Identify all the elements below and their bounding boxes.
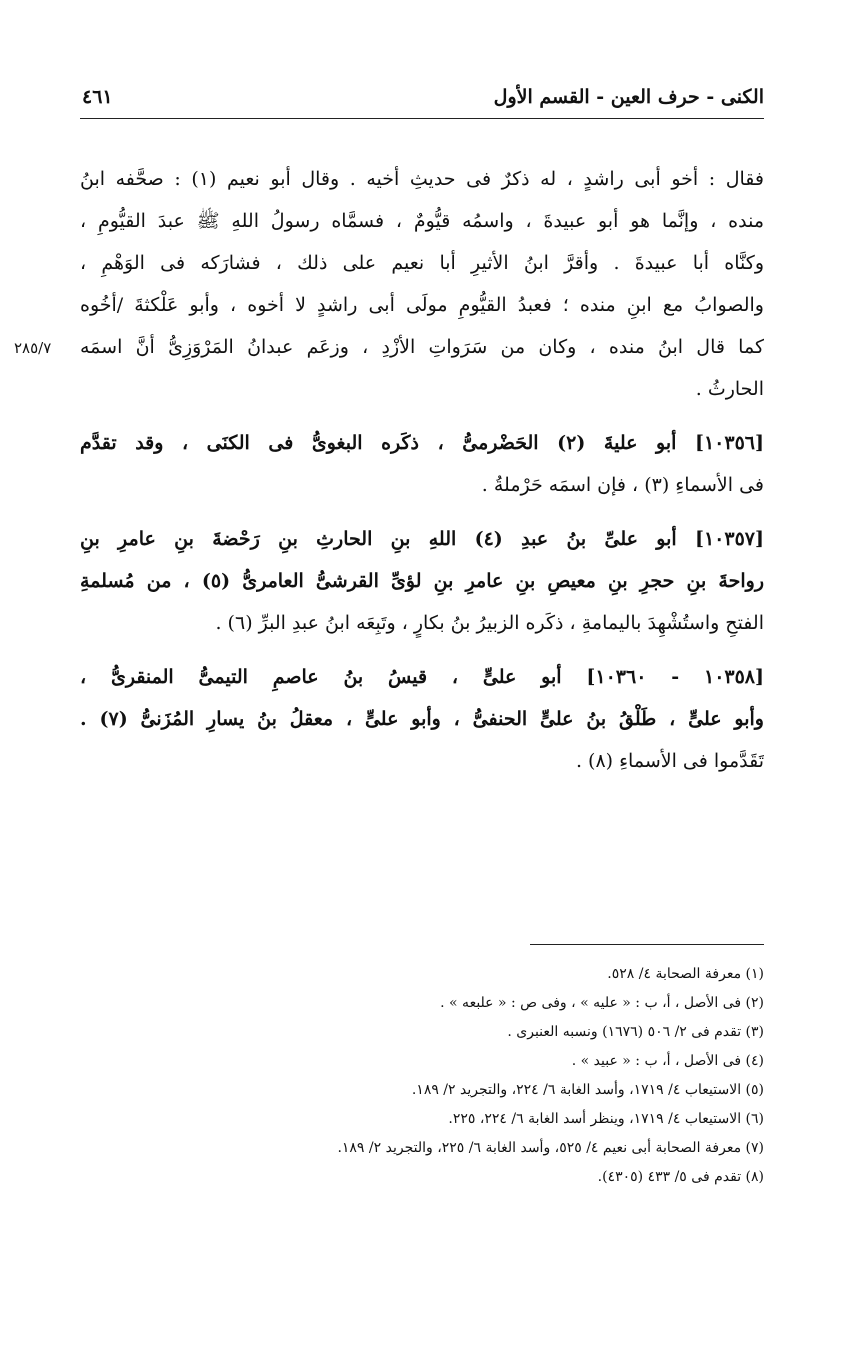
entry-10358-10360 <box>80 656 764 782</box>
running-header <box>80 84 764 120</box>
text-line: كما قال ابنُ منده ، وكان من سَرَواتِ الأزْدِ ، وزعَم عبدانُ المَرْوَزِىُّ أنَّ اسمَه <box>80 336 764 358</box>
paragraph-continuation <box>80 158 764 410</box>
entry-line: رواحةَ بنِ حجرِ بنِ معيصِ بنِ عامرِ بنِ لؤىِّ القرشىُّ العامرىُّ (٥) ، من مُسلمةِ <box>80 570 764 592</box>
footnote: (١) معرفة الصحابة ٤/ ٥٢٨. <box>607 966 764 982</box>
text-line: فى الأسماءِ (٣) ، فإن اسمَه حَرْملةُ . <box>481 474 764 496</box>
text-line: فقال : أخو أبى راشدٍ ، له ذكرٌ فى حديثِ أخيه . وقال أبو نعيم (١) : صحَّفه ابنُ <box>80 168 764 190</box>
text-line: الفتحِ واستُشْهِدَ باليمامةِ ، ذكَره الزبيرُ بنُ بكارٍ ، وتَبِعَه ابنُ عبدِ البرِّ (٦) . <box>215 612 764 634</box>
footnote: (٧) معرفة الصحابة أبى نعيم ٤/ ٥٢٥، وأسد الغابة ٦/ ٢٢٥، والتجريد ٢/ ١٨٩. <box>337 1140 764 1156</box>
header-title: الكنى - حرف العين - القسم الأول <box>493 86 764 108</box>
body-text <box>80 158 764 782</box>
entry-10356 <box>80 422 764 506</box>
entry-10357 <box>80 518 764 644</box>
text-line: الحارثُ . <box>695 378 764 400</box>
margin-volume-note: ٢٨٥/٧ <box>14 339 52 357</box>
footnote: (٨) تقدم فى ٥/ ٤٣٣ (٤٣٠٥). <box>597 1169 764 1185</box>
header-rule <box>80 118 764 119</box>
footnote: (٢) فى الأصل ، أ، ب : « عليه » ، وفى ص : « علبعه » . <box>440 995 764 1011</box>
entry-line: [١٠٣٥٨ - ١٠٣٦٠] أبو علىٍّ ، قيسُ بنُ عاصمِ التيمىُّ المنقرىُّ ، <box>80 666 764 688</box>
footnote: (٥) الاستيعاب ٤/ ١٧١٩، وأسد الغابة ٦/ ٢٢٤، والتجريد ٢/ ١٨٩. <box>411 1082 764 1098</box>
page-number: ٤٦١ <box>82 86 113 108</box>
entry-line: [١٠٣٥٧] أبو علىِّ بنُ عبدِ (٤) اللهِ بنِ الحارثِ بنِ رَحْضةَ بنِ عامرِ بنِ <box>80 528 764 550</box>
text-line: والصوابُ مع ابنِ منده ؛ فعبدُ القيُّومِ مولَى أبى راشدٍ لا أخوه ، وأبو عَلْكثةَ /أخُوه <box>80 294 764 316</box>
footnote-rule <box>530 944 764 945</box>
text-line: تَقَدَّموا فى الأسماءِ (٨) . <box>575 750 764 772</box>
footnotes <box>80 960 764 1192</box>
entry-line: [١٠٣٥٦] أبو عليةَ (٢) الحَضْرمىُّ ، ذكَره البغوىُّ فى الكنَى ، وقد تقدَّم <box>80 432 764 454</box>
entry-line: وأبو علىٍّ ، طَلْقُ بنُ علىٍّ الحنفىُّ ، وأبو علىٍّ ، معقلُ بنُ يسارِ المُزَنىُّ (٧) . <box>80 708 764 730</box>
text-line: منده ، وإنَّما هو أبو عبيدةَ ، واسمُه قيُّومٌ ، فسمَّاه رسولُ اللهِ ﷺ عبدَ القيُّومِ ، <box>80 210 764 232</box>
footnote: (٦) الاستيعاب ٤/ ١٧١٩، وينظر أسد الغابة ٦/ ٢٢٤، ٢٢٥. <box>448 1111 764 1127</box>
footnote: (٤) فى الأصل ، أ، ب : « عبيد » . <box>571 1053 764 1069</box>
footnote: (٣) تقدم فى ٢/ ٥٠٦ (١٦٧٦) ونسبه العنبرى . <box>507 1024 764 1040</box>
text-line: وكنَّاه أبا عبيدةَ . وأقرَّ ابنُ الأثيرِ أبا نعيم على ذلك ، فشارَكه فى الوَهْمِ ، <box>80 252 764 274</box>
